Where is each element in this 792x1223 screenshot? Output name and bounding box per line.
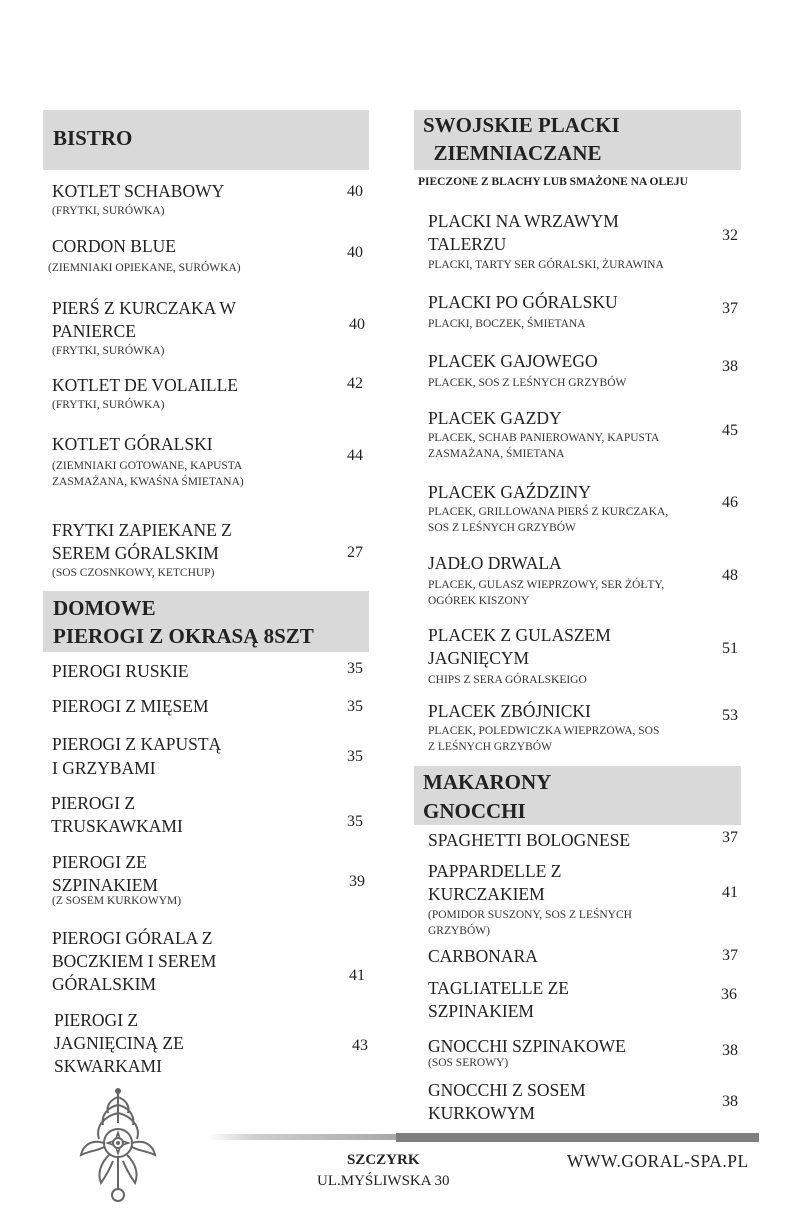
item-desc: PLACKI, BOCZEK, ŚMIETANA — [428, 318, 586, 330]
item-desc: (FRYTKI, SURÓWKA) — [52, 345, 165, 357]
item-name: PIEROGI RUSKIE — [52, 661, 189, 681]
item-desc: (POMIDOR SUSZONY, SOS Z LEŚNYCH GRZYBÓW) — [428, 909, 632, 937]
item-desc: PLACEK, POLEDWICZKA WIEPRZOWA, SOS Z LEŚNYCH GRZYBÓW — [428, 725, 660, 753]
item-name: PIEROGI Z JAGNIĘCINĄ ZE SKWARKAMI — [54, 1010, 184, 1076]
item-price: 40 — [347, 244, 363, 261]
item-name: GNOCCHI Z SOSEM KURKOWYM — [428, 1080, 586, 1123]
item-name: PIEROGI GÓRALA Z BOCZKIEM I SEREM GÓRALSKIM — [52, 928, 217, 994]
item-name: TAGLIATELLE ZE SZPINAKIEM — [428, 978, 569, 1021]
menu-item — [428, 1079, 718, 1125]
item-desc: (SOS SEROWY) — [428, 1057, 509, 1069]
item-price: 48 — [722, 567, 738, 584]
section-header-bistro — [43, 110, 369, 170]
section-header-placki — [414, 110, 741, 170]
item-price: 35 — [347, 813, 363, 830]
item-desc: (Z SOSEM KURKOWYM) — [52, 895, 182, 907]
item-price: 40 — [347, 183, 363, 200]
item-price: 53 — [722, 707, 738, 724]
section-subtitle-placki: PIECZONE Z BLACHY LUB SMAŻONE NA OLEJU — [418, 176, 688, 188]
item-name: PLACEK GAJOWEGO — [428, 351, 598, 371]
menu-item — [52, 660, 332, 683]
menu-item — [52, 433, 332, 490]
item-price: 38 — [722, 358, 738, 375]
menu-item — [428, 945, 718, 968]
item-name: FRYTKI ZAPIEKANE Z SEREM GÓRALSKIM — [52, 520, 232, 563]
item-name: PIERŚ Z KURCZAKA W PANIERCE — [52, 298, 236, 341]
item-name: PLACEK ZBÓJNICKI — [428, 701, 591, 721]
item-name: CARBONARA — [428, 946, 538, 966]
item-desc: (FRYTKI, SURÓWKA) — [52, 399, 165, 411]
item-desc: PLACKI, TARTY SER GÓRALSKI, ŻURAWINA — [428, 259, 664, 271]
item-name: KOTLET GÓRALSKI — [52, 434, 213, 454]
item-desc: (ZIEMNIAKI GOTOWANE, KAPUSTA ZASMAŻANA, KWAŚNA ŚMIETANA) — [52, 460, 244, 488]
item-name: PLACEK GAZDY — [428, 408, 562, 428]
menu-item — [428, 552, 718, 609]
item-price: 32 — [722, 227, 738, 244]
item-price: 40 — [349, 316, 365, 333]
section-header-makarony — [414, 766, 741, 825]
item-price: 41 — [349, 967, 365, 984]
item-desc: (FRYTKI, SURÓWKA) — [52, 205, 165, 217]
item-desc: PLACEK, GRILLOWANA PIERŚ Z KURCZAKA, SOS Z LEŚNYCH GRZYBÓW — [428, 506, 669, 534]
menu-item — [428, 407, 718, 462]
menu-item — [428, 977, 718, 1023]
section-title-pierogi: DOMOWE PIEROGI Z OKRASĄ 8SZT — [53, 596, 314, 648]
menu-item — [52, 374, 332, 413]
item-name: PLACEK Z GULASZEM JAGNIĘCYM — [428, 625, 611, 668]
item-price: 36 — [721, 986, 737, 1003]
item-price: 44 — [347, 447, 363, 464]
item-price: 38 — [722, 1093, 738, 1110]
item-price: 37 — [722, 947, 738, 964]
menu-item — [428, 829, 718, 852]
item-name: PIEROGI ZE SZPINAKIEM — [52, 852, 158, 895]
item-desc: (ZIEMNIAKI OPIEKANE, SURÓWKA) — [48, 262, 241, 274]
menu-item — [428, 481, 718, 536]
item-name: PAPPARDELLE Z KURCZAKIEM — [428, 861, 562, 904]
item-price: 38 — [722, 1042, 738, 1059]
item-price: 41 — [722, 884, 738, 901]
item-name: GNOCCHI SZPINAKOWE — [428, 1036, 626, 1056]
menu-item — [52, 851, 332, 909]
menu-item — [428, 291, 708, 332]
item-name: SPAGHETTI BOLOGNESE — [428, 830, 631, 850]
menu-item — [48, 235, 342, 276]
item-name: KOTLET SCHABOWY — [52, 181, 225, 201]
footer-divider-dark — [396, 1133, 759, 1142]
item-price: 46 — [722, 494, 738, 511]
item-desc: PLACEK, SOS Z LEŚNYCH GRZYBÓW — [428, 377, 627, 389]
item-price: 37 — [722, 829, 738, 846]
footer-street: UL.MYŚLIWSKA 30 — [317, 1173, 450, 1189]
item-price: 35 — [347, 748, 363, 765]
item-price: 37 — [722, 300, 738, 317]
item-name: PLACKI PO GÓRALSKU — [428, 292, 618, 312]
menu-item — [52, 927, 332, 996]
menu-item — [428, 350, 708, 391]
footer-city: SZCZYRK — [347, 1152, 420, 1168]
item-price: 43 — [352, 1037, 368, 1054]
section-header-pierogi — [43, 591, 369, 652]
item-desc: PLACEK, GULASZ WIEPRZOWY, SER ŻÓŁTY, OGÓREK KISZONY — [428, 579, 665, 607]
item-price: 35 — [347, 698, 363, 715]
menu-item — [428, 700, 718, 755]
menu-item — [52, 519, 332, 581]
item-desc: (SOS CZOSNKOWY, KETCHUP) — [52, 567, 215, 579]
item-price: 35 — [347, 660, 363, 677]
menu-item — [52, 732, 332, 780]
menu-item — [428, 210, 708, 273]
item-desc: CHIPS Z SERA GÓRALSKEIGO — [428, 674, 587, 686]
menu-item — [428, 624, 718, 688]
footer-website[interactable]: WWW.GORAL-SPA.PL — [567, 1151, 749, 1171]
item-name: CORDON BLUE — [52, 236, 176, 256]
section-title-makarony: MAKARONY GNOCCHI — [423, 770, 552, 823]
menu-item — [52, 297, 332, 359]
menu-item — [54, 1009, 334, 1078]
goralska-parzenica-icon — [77, 1087, 159, 1205]
item-name: JADŁO DRWALA — [428, 553, 562, 573]
item-desc: PLACEK, SCHAB PANIEROWANY, KAPUSTA ZASMAŻANA, ŚMIETANA — [428, 432, 660, 460]
menu-item — [52, 695, 332, 718]
item-name: PIEROGI Z MIĘSEM — [52, 696, 209, 716]
section-title-placki: SWOJSKIE PLACKI ZIEMNIACZANE — [423, 113, 620, 165]
item-name: PIEROGI Z TRUSKAWKAMI — [51, 793, 183, 836]
item-name: PLACEK GAŹDZINY — [428, 482, 591, 502]
item-price: 45 — [722, 422, 738, 439]
item-price: 39 — [349, 873, 365, 890]
menu-item — [51, 792, 331, 838]
item-price: 51 — [722, 640, 738, 657]
menu-item — [428, 860, 718, 939]
menu-item — [428, 1035, 718, 1071]
item-price: 42 — [347, 375, 363, 392]
item-name: PLACKI NA WRZAWYM TALERZU — [428, 211, 619, 254]
section-title-bistro: BISTRO — [53, 126, 133, 150]
item-name: KOTLET DE VOLAILLE — [52, 375, 238, 395]
menu-item — [52, 180, 332, 219]
item-name: PIEROGI Z KAPUSTĄ I GRZYBAMI — [52, 734, 222, 778]
footer-divider-light — [207, 1134, 397, 1140]
item-price: 27 — [347, 544, 363, 561]
